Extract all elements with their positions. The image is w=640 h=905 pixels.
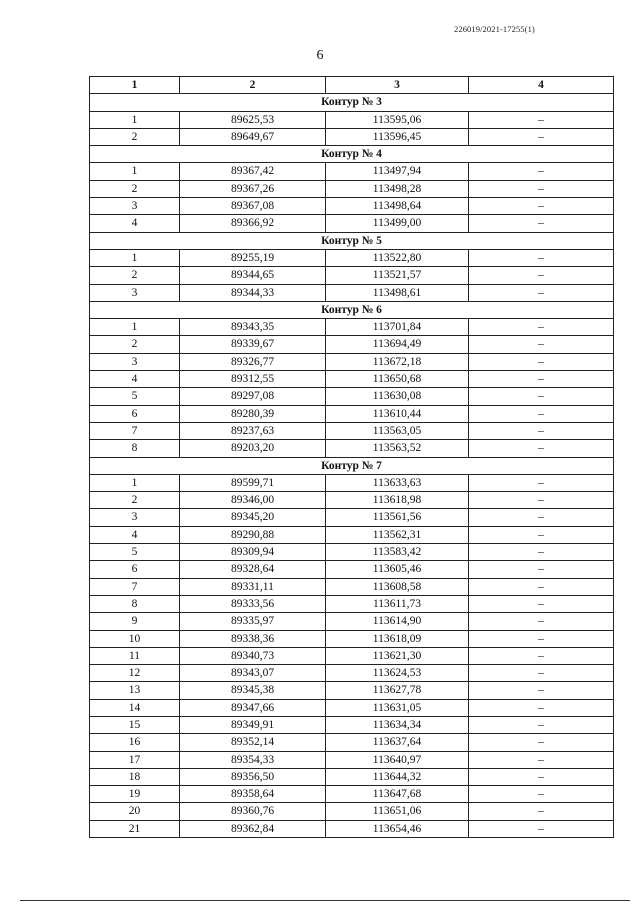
- point-number-cell: 5: [90, 544, 180, 561]
- y-coordinate-cell: 113634,34: [326, 716, 469, 733]
- y-coordinate-cell: 113498,28: [326, 180, 469, 197]
- note-cell: –: [469, 492, 614, 509]
- x-coordinate-cell: 89347,66: [180, 699, 326, 716]
- point-number-cell: 5: [90, 388, 180, 405]
- table-row: [90, 699, 614, 716]
- x-coordinate-cell: 89312,55: [180, 371, 326, 388]
- y-coordinate-cell: 113637,64: [326, 734, 469, 751]
- x-coordinate-cell: 89339,67: [180, 336, 326, 353]
- contour-title: Контур № 5: [90, 232, 614, 249]
- x-coordinate-cell: 89345,20: [180, 509, 326, 526]
- x-coordinate-cell: 89360,76: [180, 803, 326, 820]
- point-number-cell: 16: [90, 734, 180, 751]
- table-row: [90, 682, 614, 699]
- y-coordinate-cell: 113650,68: [326, 371, 469, 388]
- y-coordinate-cell: 113561,56: [326, 509, 469, 526]
- y-coordinate-cell: 113627,78: [326, 682, 469, 699]
- point-number-cell: 18: [90, 768, 180, 785]
- y-coordinate-cell: 113644,32: [326, 768, 469, 785]
- point-number-cell: 13: [90, 682, 180, 699]
- note-cell: –: [469, 734, 614, 751]
- table-body: [90, 94, 614, 838]
- table-row: [90, 215, 614, 232]
- point-number-cell: 1: [90, 111, 180, 128]
- table-row: [90, 353, 614, 370]
- note-cell: –: [469, 595, 614, 612]
- y-coordinate-cell: 113610,44: [326, 405, 469, 422]
- note-cell: –: [469, 319, 614, 336]
- table-row: [90, 492, 614, 509]
- contour-title: Контур № 4: [90, 146, 614, 163]
- y-coordinate-cell: 113499,00: [326, 215, 469, 232]
- table-row: [90, 526, 614, 543]
- note-cell: –: [469, 630, 614, 647]
- x-coordinate-cell: 89345,38: [180, 682, 326, 699]
- table-row: [90, 267, 614, 284]
- point-number-cell: 4: [90, 371, 180, 388]
- x-coordinate-cell: 89326,77: [180, 353, 326, 370]
- contour-header-row: [90, 94, 614, 111]
- x-coordinate-cell: 89338,36: [180, 630, 326, 647]
- note-cell: –: [469, 544, 614, 561]
- point-number-cell: 2: [90, 267, 180, 284]
- note-cell: –: [469, 786, 614, 803]
- point-number-cell: 1: [90, 474, 180, 491]
- point-number-cell: 3: [90, 284, 180, 301]
- table-row: [90, 544, 614, 561]
- table-row: [90, 422, 614, 439]
- x-coordinate-cell: 89599,71: [180, 474, 326, 491]
- y-coordinate-cell: 113521,57: [326, 267, 469, 284]
- table-row: [90, 111, 614, 128]
- contour-title: Контур № 3: [90, 94, 614, 111]
- note-cell: –: [469, 180, 614, 197]
- note-cell: –: [469, 699, 614, 716]
- contour-title: Контур № 7: [90, 457, 614, 474]
- x-coordinate-cell: 89237,63: [180, 422, 326, 439]
- note-cell: –: [469, 198, 614, 215]
- page-number: 6: [316, 48, 324, 63]
- x-coordinate-cell: 89343,35: [180, 319, 326, 336]
- point-number-cell: 14: [90, 699, 180, 716]
- x-coordinate-cell: 89333,56: [180, 595, 326, 612]
- point-number-cell: 17: [90, 751, 180, 768]
- note-cell: –: [469, 128, 614, 145]
- table-row: [90, 509, 614, 526]
- y-coordinate-cell: 113640,97: [326, 751, 469, 768]
- point-number-cell: 3: [90, 198, 180, 215]
- y-coordinate-cell: 113694,49: [326, 336, 469, 353]
- column-header: 2: [180, 77, 326, 94]
- note-cell: –: [469, 440, 614, 457]
- y-coordinate-cell: 113605,46: [326, 561, 469, 578]
- y-coordinate-cell: 113631,05: [326, 699, 469, 716]
- x-coordinate-cell: 89331,11: [180, 578, 326, 595]
- note-cell: –: [469, 613, 614, 630]
- y-coordinate-cell: 113595,06: [326, 111, 469, 128]
- y-coordinate-cell: 113654,46: [326, 820, 469, 837]
- y-coordinate-cell: 113624,53: [326, 665, 469, 682]
- table-row: [90, 405, 614, 422]
- x-coordinate-cell: 89343,07: [180, 665, 326, 682]
- bottom-rule: [20, 900, 630, 901]
- column-header: 4: [469, 77, 614, 94]
- table-row: [90, 768, 614, 785]
- point-number-cell: 3: [90, 353, 180, 370]
- y-coordinate-cell: 113596,45: [326, 128, 469, 145]
- table-row: [90, 249, 614, 266]
- x-coordinate-cell: 89367,26: [180, 180, 326, 197]
- table-row: [90, 665, 614, 682]
- y-coordinate-cell: 113651,06: [326, 803, 469, 820]
- note-cell: –: [469, 578, 614, 595]
- table-row: [90, 613, 614, 630]
- point-number-cell: 8: [90, 595, 180, 612]
- note-cell: –: [469, 647, 614, 664]
- column-header: 1: [90, 77, 180, 94]
- note-cell: –: [469, 820, 614, 837]
- table-row: [90, 371, 614, 388]
- note-cell: –: [469, 751, 614, 768]
- note-cell: –: [469, 474, 614, 491]
- x-coordinate-cell: 89203,20: [180, 440, 326, 457]
- point-number-cell: 1: [90, 319, 180, 336]
- note-cell: –: [469, 388, 614, 405]
- note-cell: –: [469, 561, 614, 578]
- point-number-cell: 11: [90, 647, 180, 664]
- table-row: [90, 786, 614, 803]
- note-cell: –: [469, 665, 614, 682]
- x-coordinate-cell: 89352,14: [180, 734, 326, 751]
- x-coordinate-cell: 89335,97: [180, 613, 326, 630]
- x-coordinate-cell: 89280,39: [180, 405, 326, 422]
- point-number-cell: 1: [90, 249, 180, 266]
- y-coordinate-cell: 113498,64: [326, 198, 469, 215]
- x-coordinate-cell: 89625,53: [180, 111, 326, 128]
- table-row: [90, 820, 614, 837]
- point-number-cell: 4: [90, 526, 180, 543]
- point-number-cell: 2: [90, 180, 180, 197]
- document-id: 226019/2021-17255(1): [454, 24, 535, 34]
- y-coordinate-cell: 113701,84: [326, 319, 469, 336]
- x-coordinate-cell: 89290,88: [180, 526, 326, 543]
- x-coordinate-cell: 89349,91: [180, 716, 326, 733]
- y-coordinate-cell: 113498,61: [326, 284, 469, 301]
- note-cell: –: [469, 284, 614, 301]
- table-row: [90, 388, 614, 405]
- note-cell: –: [469, 163, 614, 180]
- x-coordinate-cell: 89362,84: [180, 820, 326, 837]
- table-row: [90, 128, 614, 145]
- y-coordinate-cell: 113611,73: [326, 595, 469, 612]
- y-coordinate-cell: 113618,09: [326, 630, 469, 647]
- x-coordinate-cell: 89354,33: [180, 751, 326, 768]
- x-coordinate-cell: 89328,64: [180, 561, 326, 578]
- point-number-cell: 2: [90, 336, 180, 353]
- y-coordinate-cell: 113608,58: [326, 578, 469, 595]
- contour-header-row: [90, 301, 614, 318]
- point-number-cell: 4: [90, 215, 180, 232]
- point-number-cell: 15: [90, 716, 180, 733]
- point-number-cell: 3: [90, 509, 180, 526]
- table-row: [90, 180, 614, 197]
- table-row: [90, 751, 614, 768]
- note-cell: –: [469, 526, 614, 543]
- table-header-row: [90, 77, 614, 94]
- point-number-cell: 6: [90, 405, 180, 422]
- note-cell: –: [469, 371, 614, 388]
- table-row: [90, 474, 614, 491]
- note-cell: –: [469, 803, 614, 820]
- note-cell: –: [469, 267, 614, 284]
- note-cell: –: [469, 353, 614, 370]
- note-cell: –: [469, 768, 614, 785]
- y-coordinate-cell: 113614,90: [326, 613, 469, 630]
- table-row: [90, 319, 614, 336]
- note-cell: –: [469, 509, 614, 526]
- note-cell: –: [469, 111, 614, 128]
- x-coordinate-cell: 89340,73: [180, 647, 326, 664]
- point-number-cell: 1: [90, 163, 180, 180]
- note-cell: –: [469, 215, 614, 232]
- note-cell: –: [469, 716, 614, 733]
- table-row: [90, 647, 614, 664]
- note-cell: –: [469, 682, 614, 699]
- x-coordinate-cell: 89367,08: [180, 198, 326, 215]
- point-number-cell: 20: [90, 803, 180, 820]
- y-coordinate-cell: 113563,52: [326, 440, 469, 457]
- y-coordinate-cell: 113562,31: [326, 526, 469, 543]
- note-cell: –: [469, 405, 614, 422]
- x-coordinate-cell: 89346,00: [180, 492, 326, 509]
- y-coordinate-cell: 113630,08: [326, 388, 469, 405]
- table-row: [90, 578, 614, 595]
- x-coordinate-cell: 89367,42: [180, 163, 326, 180]
- table-row: [90, 803, 614, 820]
- y-coordinate-cell: 113618,98: [326, 492, 469, 509]
- point-number-cell: 21: [90, 820, 180, 837]
- note-cell: –: [469, 249, 614, 266]
- contour-header-row: [90, 146, 614, 163]
- y-coordinate-cell: 113621,30: [326, 647, 469, 664]
- x-coordinate-cell: 89344,65: [180, 267, 326, 284]
- x-coordinate-cell: 89358,64: [180, 786, 326, 803]
- y-coordinate-cell: 113497,94: [326, 163, 469, 180]
- x-coordinate-cell: 89366,92: [180, 215, 326, 232]
- table-row: [90, 716, 614, 733]
- x-coordinate-cell: 89649,67: [180, 128, 326, 145]
- contour-header-row: [90, 457, 614, 474]
- column-header: 3: [326, 77, 469, 94]
- point-number-cell: 19: [90, 786, 180, 803]
- table-row: [90, 163, 614, 180]
- point-number-cell: 2: [90, 492, 180, 509]
- point-number-cell: 6: [90, 561, 180, 578]
- table-row: [90, 630, 614, 647]
- y-coordinate-cell: 113633,63: [326, 474, 469, 491]
- point-number-cell: 7: [90, 422, 180, 439]
- y-coordinate-cell: 113672,18: [326, 353, 469, 370]
- table-row: [90, 595, 614, 612]
- y-coordinate-cell: 113563,05: [326, 422, 469, 439]
- x-coordinate-cell: 89297,08: [180, 388, 326, 405]
- table-row: [90, 284, 614, 301]
- point-number-cell: 9: [90, 613, 180, 630]
- table-row: [90, 734, 614, 751]
- y-coordinate-cell: 113647,68: [326, 786, 469, 803]
- x-coordinate-cell: 89344,33: [180, 284, 326, 301]
- contour-header-row: [90, 232, 614, 249]
- coordinates-table: [89, 76, 614, 838]
- note-cell: –: [469, 336, 614, 353]
- point-number-cell: 10: [90, 630, 180, 647]
- table-row: [90, 561, 614, 578]
- table-row: [90, 336, 614, 353]
- note-cell: –: [469, 422, 614, 439]
- point-number-cell: 12: [90, 665, 180, 682]
- x-coordinate-cell: 89255,19: [180, 249, 326, 266]
- y-coordinate-cell: 113522,80: [326, 249, 469, 266]
- contour-title: Контур № 6: [90, 301, 614, 318]
- point-number-cell: 7: [90, 578, 180, 595]
- table-row: [90, 440, 614, 457]
- point-number-cell: 8: [90, 440, 180, 457]
- point-number-cell: 2: [90, 128, 180, 145]
- table-row: [90, 198, 614, 215]
- y-coordinate-cell: 113583,42: [326, 544, 469, 561]
- x-coordinate-cell: 89356,50: [180, 768, 326, 785]
- x-coordinate-cell: 89309,94: [180, 544, 326, 561]
